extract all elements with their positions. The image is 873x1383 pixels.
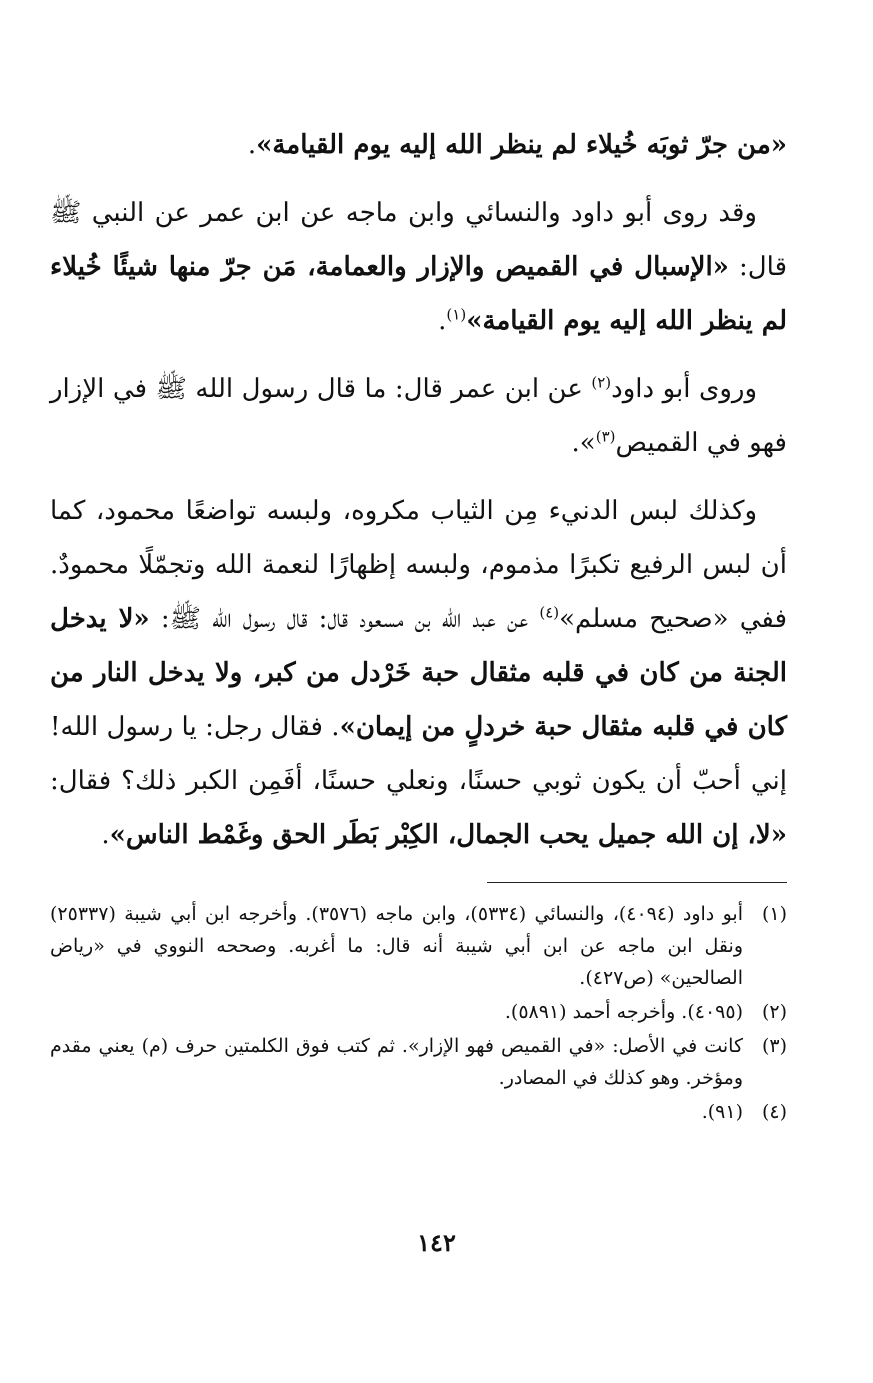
hadith-quote: «من جرّ ثوبَه خُيلاء لم ينظر الله إليه يوم القيامة»: [256, 130, 787, 160]
paragraph-3: [50, 362, 787, 470]
footnote-4: [50, 1096, 787, 1128]
footnote-text: كانت في الأصل: «في القميص فهو الإزار». ثم كتب فوق الكلمتين حرف (م) يعني مقدم ومؤخر. وهو كذلك في المصادر.: [50, 1035, 743, 1089]
main-text: [50, 118, 787, 876]
narration-text: عن ابن عمر قال: ما قال رسول الله ﷺ في الإزار فهو في القميص: [50, 374, 787, 458]
footnote-number: (٢): [761, 1001, 787, 1023]
footnote-2: [50, 996, 787, 1028]
footnote-number: (١): [761, 903, 787, 925]
body-text: وكذلك لبس الدنيء مِن الثياب مكروه، ولبسه تواضعًا محمود، كما أن لبس الرفيع تكبرًا مذموم، ولبسه إظهارًا لنعمة الله وتجمّلًا محمودٌ. ففي «صحيح مسلم»: [50, 496, 787, 634]
punctuation: ».: [571, 428, 596, 458]
footnote-text: (٩١).: [701, 1101, 743, 1123]
hadith-quote: «الإسبال في القميص والإزار والعمامة، مَن جرّ منها شيئًا خُيلاء لم ينظر الله إليه يوم القيامة»: [50, 252, 787, 336]
paragraph-1: [50, 118, 787, 172]
footnote-divider: [487, 882, 787, 883]
footnote-ref-2[interactable]: (٢): [591, 373, 612, 392]
narration-text: عن عبد الله بن مسعود قال: قال رسول الله ﷺ:: [149, 604, 540, 634]
hadith-quote: «لا يدخل الجنة من كان في قلبه مثقال حبة خَرْدل من كبر، ولا يدخل النار من كان في قلبه مثقال حبة خردلٍ من إيمان»: [50, 604, 787, 742]
narration-text: . فقال رجل: يا رسول الله! إني أحبّ أن يكون ثوبي حسنًا، ونعلي حسنًا، أفَمِن الكبر ذلك؟ فقال:: [50, 712, 787, 796]
footnote-1: [50, 898, 787, 994]
narration-text: وروى أبو داود: [611, 374, 757, 404]
footnote-number: (٤): [761, 1101, 787, 1123]
footnote-ref-1[interactable]: (١): [446, 305, 467, 324]
punctuation: .: [438, 306, 447, 336]
footnote-text: (٤٠٩٥). وأخرجه أحمد (٥٨٩١).: [504, 1001, 743, 1023]
footnote-number: (٣): [761, 1035, 787, 1057]
punctuation: .: [247, 130, 257, 160]
footnote-text: أبو داود (٤٠٩٤)، والنسائي (٥٣٣٤)، وابن ماجه (٣٥٧٦). وأخرجه ابن أبي شيبة (٢٥٣٣٧) ونقل ابن ماجه عن ابن أبي شيبة أنه قال: ما أغربه. وصححه النووي في «رياض الصالحين» (ص٤٢٧).: [50, 903, 744, 989]
hadith-quote: «لا، إن الله جميل يحب الجمال، الكِبْر بَطَر الحق وغَمْط الناس»: [109, 820, 787, 850]
footnote-3: [50, 1030, 787, 1094]
narration-text: وقد روى أبو داود والنسائي وابن ماجه عن ابن عمر عن النبي ﷺ قال:: [50, 198, 787, 282]
paragraph-2: [50, 186, 787, 348]
paragraph-4: [50, 484, 787, 862]
page-number: ١٤٢: [417, 1228, 456, 1257]
footnote-ref-3[interactable]: (٣): [595, 427, 616, 446]
punctuation: .: [101, 820, 110, 850]
footnotes: [50, 898, 787, 1130]
footnote-ref-4[interactable]: (٤): [539, 603, 560, 622]
